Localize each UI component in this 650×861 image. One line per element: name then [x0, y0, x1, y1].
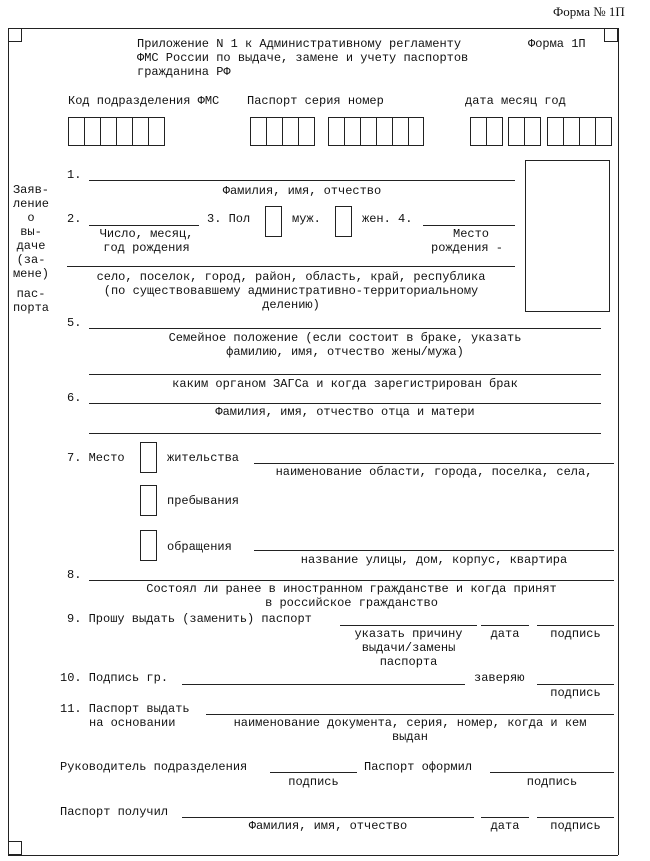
- field-11-label-2: на основании: [89, 716, 176, 730]
- field-6-caption: Фамилия, имя, отчество отца и матери: [215, 405, 475, 419]
- side-label-4: вы-: [20, 225, 42, 239]
- field-1-number: 1.: [67, 168, 82, 182]
- appendix-line-3: гражданина РФ: [137, 65, 231, 79]
- certify-sign-caption: подпись: [550, 686, 601, 700]
- field-10-label: 10. Подпись гр.: [60, 671, 169, 685]
- passport-number-boxes[interactable]: [328, 117, 424, 146]
- reason-caption-2: выдачи/замены: [361, 641, 456, 655]
- field-5-caption-2: фамилию, имя, отчество жены/мужа): [226, 345, 464, 359]
- issued-sign-line[interactable]: [490, 772, 614, 773]
- side-label-5: даче: [16, 239, 46, 253]
- birthdate-caption-2: год рождения: [103, 241, 190, 255]
- certify-label: заверяю: [474, 671, 525, 685]
- photo-box: [525, 160, 610, 312]
- field-6-number: 6.: [67, 391, 82, 405]
- residence-label: жительства: [167, 451, 240, 465]
- field-7-label: 7. Место: [67, 451, 125, 465]
- passport-series-boxes[interactable]: [250, 117, 315, 146]
- frame-bottom: [8, 855, 618, 856]
- appeal-label: обращения: [167, 540, 232, 554]
- date-label: дата месяц год: [465, 94, 566, 108]
- birthdate-caption-1: Число, месяц,: [99, 227, 194, 241]
- field-11-line[interactable]: [206, 714, 614, 715]
- female-label: жен. 4.: [362, 212, 413, 226]
- side-label-2: ление: [12, 197, 49, 211]
- field-11-label-1: 11. Паспорт выдать: [60, 702, 190, 716]
- appendix-line-2: ФМС России по выдаче, замене и учету паспортов: [137, 51, 469, 65]
- corner-mark-tr: [604, 28, 618, 42]
- appeal-checkbox[interactable]: [140, 530, 157, 561]
- division-code-label: Код подразделения ФМС: [68, 94, 220, 108]
- field-8-caption-2: в российское гражданство: [265, 596, 438, 610]
- field-1-line[interactable]: [89, 180, 515, 181]
- received-label: Паспорт получил: [60, 805, 169, 819]
- field-6-line-2[interactable]: [89, 433, 601, 434]
- frame-right: [618, 28, 619, 855]
- field-1-caption: Фамилия, имя, отчество: [222, 184, 382, 198]
- female-checkbox[interactable]: [335, 206, 352, 237]
- field-5-caption-1: Семейное положение (если состоит в браке, указать: [168, 331, 522, 345]
- birthplace-line[interactable]: [423, 225, 515, 226]
- certify-sign-line[interactable]: [537, 684, 614, 685]
- birthplace-caption-2: (по существовавшему административно-территориальному: [103, 284, 479, 298]
- field-9-label: 9. Прошу выдать (заменить) паспорт: [67, 612, 312, 626]
- month-boxes[interactable]: [508, 117, 541, 146]
- residence-checkbox[interactable]: [140, 442, 157, 473]
- field-8-line[interactable]: [89, 580, 614, 581]
- side-label-7: мене): [12, 267, 49, 281]
- stay-checkbox[interactable]: [140, 485, 157, 516]
- side-label-9: порта: [12, 301, 49, 315]
- birthplace-line-2[interactable]: [67, 266, 515, 267]
- received-name-caption: Фамилия, имя, отчество: [248, 819, 408, 833]
- birthplace-label-2: рождения -: [431, 241, 504, 255]
- sex-label: 3. Пол: [207, 212, 251, 226]
- field-6-line[interactable]: [89, 403, 601, 404]
- side-label-6: (за-: [16, 253, 46, 267]
- birthdate-line[interactable]: [89, 225, 199, 226]
- field-11-caption-2: выдан: [391, 730, 428, 744]
- appeal-caption: название улицы, дом, корпус, квартира: [300, 553, 568, 567]
- side-label-1: Заяв-: [12, 183, 49, 197]
- birthplace-label-1: Место: [453, 227, 490, 241]
- side-label-3: о: [27, 211, 35, 225]
- field-5-line-2[interactable]: [89, 374, 601, 375]
- field-5-number: 5.: [67, 316, 82, 330]
- field-2-number: 2.: [67, 212, 82, 226]
- birthplace-caption-1: село, поселок, город, район, область, край, республика: [96, 270, 486, 284]
- reason-caption-1: указать причину: [354, 627, 463, 641]
- received-sign-line[interactable]: [537, 817, 614, 818]
- corner-mark-bl: [8, 841, 22, 855]
- stay-label: пребывания: [167, 494, 240, 508]
- year-boxes[interactable]: [547, 117, 612, 146]
- frame-left: [8, 28, 9, 855]
- field-8-caption-1: Состоял ли ранее в иностранном гражданстве и когда принят: [146, 582, 557, 596]
- head-sign-line[interactable]: [270, 772, 357, 773]
- birthplace-caption-3: делению): [262, 298, 320, 312]
- field-9-date-line[interactable]: [481, 625, 529, 626]
- appendix-line-1: Приложение N 1 к Административному регламенту: [137, 37, 462, 51]
- male-checkbox[interactable]: [265, 206, 282, 237]
- received-name-line[interactable]: [182, 817, 474, 818]
- residence-caption: наименование области, города, поселка, села,: [275, 465, 593, 479]
- division-code-boxes[interactable]: [68, 117, 165, 146]
- side-label-8: пас-: [16, 287, 46, 301]
- field-9-date-caption: дата: [490, 627, 520, 641]
- head-label: Руководитель подразделения: [60, 760, 248, 774]
- field-8-number: 8.: [67, 568, 82, 582]
- day-boxes[interactable]: [470, 117, 503, 146]
- field-5-caption-3: каким органом ЗАГСа и когда зарегистрирован брак: [172, 377, 518, 391]
- field-11-caption-1: наименование документа, серия, номер, когда и кем: [233, 716, 587, 730]
- passport-series-label: Паспорт серия номер: [247, 94, 384, 108]
- field-9-sign-line[interactable]: [537, 625, 614, 626]
- corner-mark-tl: [8, 28, 22, 42]
- issued-sign-caption: подпись: [526, 775, 578, 789]
- received-date-line[interactable]: [481, 817, 529, 818]
- received-sign-caption: подпись: [550, 819, 601, 833]
- field-10-line[interactable]: [182, 684, 465, 685]
- male-label: муж.: [292, 212, 321, 226]
- reason-caption-3: паспорта: [379, 655, 438, 669]
- frame-top: [8, 28, 618, 29]
- received-date-caption: дата: [490, 819, 520, 833]
- form-number-label: Форма № 1П: [553, 4, 625, 19]
- reason-line[interactable]: [340, 625, 477, 626]
- form-code: Форма 1П: [528, 37, 586, 51]
- issued-by-label: Паспорт оформил: [364, 760, 473, 774]
- residence-line[interactable]: [254, 463, 614, 464]
- field-9-sign-caption: подпись: [550, 627, 601, 641]
- appeal-line[interactable]: [254, 550, 614, 551]
- field-5-line[interactable]: [89, 328, 601, 329]
- head-sign-caption: подпись: [288, 775, 339, 789]
